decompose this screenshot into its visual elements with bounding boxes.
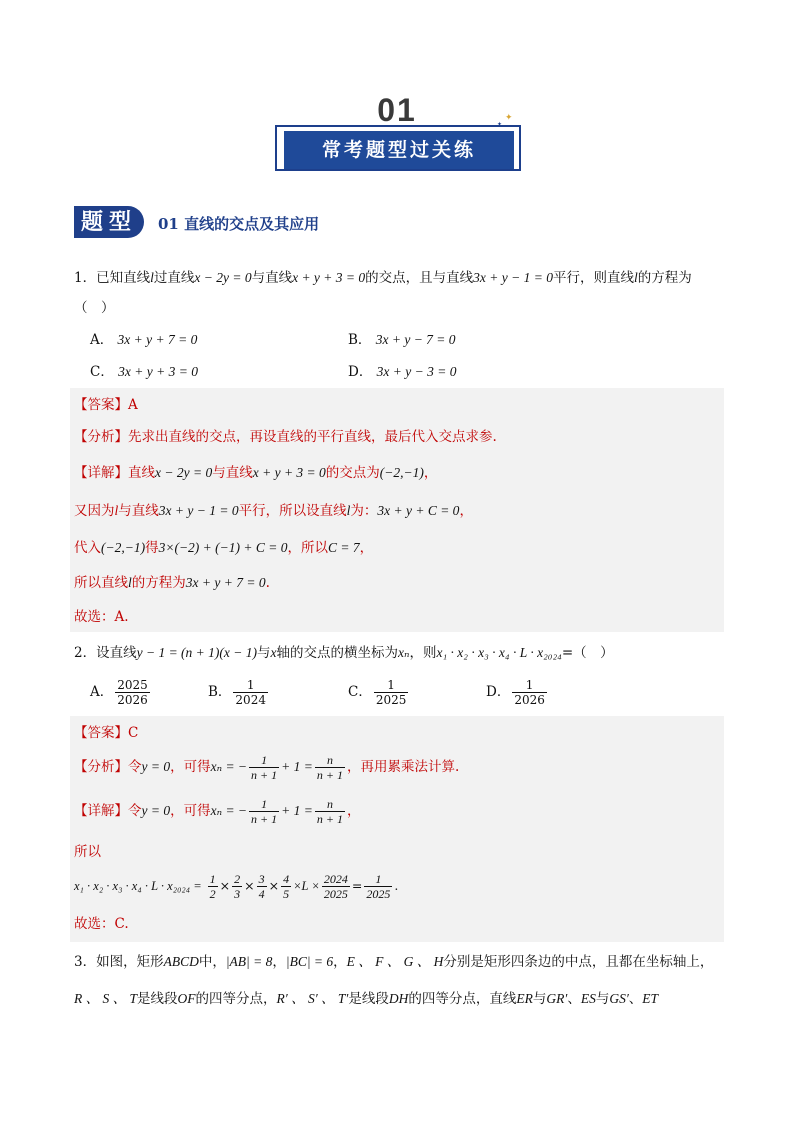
q3-line1: 3．如图，矩形ABCD中，|AB| = 8，|BC| = 6，E 、 F 、 G 、 H分别是矩形四条边的中点，且都在坐标轴上， <box>74 954 714 970</box>
q2-so: 所以 <box>74 844 101 860</box>
q2-choose: 故选：C. <box>74 916 129 932</box>
q2-solution-box <box>70 716 724 942</box>
q1-detail-line2: 又因为l与直线3x + y − 1 = 0平行，所以设直线l为：3x + y + C = 0， <box>74 503 473 519</box>
q2-product: x₁ · x₂ · x₃ · x₄ · L · x₂₀₂₄ = $\frac{1}{2}$ × $\frac{2}{3}$ × $\frac{3}{4}$ × $\frac{4}{5}$ ×L × $\frac{2024}{2025}$ = $\frac{1}{2025}$ . <box>74 872 399 901</box>
q2-option-c: C． $\frac{1}{2025}$ <box>348 678 407 707</box>
question-type-badge: 题型 <box>74 206 144 238</box>
q2-option-d: D． $\frac{1}{2026}$ <box>486 678 545 707</box>
q2-analysis: 【分析】令y = 0，可得xₙ = − $\frac{1}{n + 1}$ + 1 = $\frac{n}{n + 1}$ ，再用累乘法计算. <box>74 753 460 782</box>
q2-stem: 2．设直线y − 1 = (n + 1)(x − 1)与x轴的交点的横坐标为xₙ，则x₁ · x₂ · x₃ · x₄ · L · x₂₀₂₄=（ ） <box>74 645 614 661</box>
q2-option-b: B． $\frac{1}{2024}$ <box>208 678 266 707</box>
q1-detail-line1: 【详解】直线x − 2y = 0与直线x + y + 3 = 0的交点为(−2,−1)， <box>74 465 438 481</box>
q2-detail: 【详解】令y = 0，可得xₙ = − $\frac{1}{n + 1}$ + 1 = $\frac{n}{n + 1}$ ， <box>74 797 361 826</box>
q1-option-d: D． 3x + y − 3 = 0 <box>348 364 457 380</box>
question-type-title: 01 直线的交点及其应用 <box>158 215 320 233</box>
q3-line2: R 、 S 、 T是线段OF的四等分点，R′ 、 S′ 、 T′是线段DH的四等分点，直线ER与GR′、ES与GS′、ET <box>74 991 659 1007</box>
sparkle-small-icon: ✦ <box>497 121 503 128</box>
q1-stem: 1．已知直线l过直线x − 2y = 0与直线x + y + 3 = 0的交点，且与直线3x + y − 1 = 0平行，则直线l的方程为 <box>74 270 692 286</box>
q1-option-c: C． 3x + y + 3 = 0 <box>90 364 198 380</box>
q1-option-a: A． 3x + y + 7 = 0 <box>90 332 198 348</box>
section-number: 01 <box>377 92 417 128</box>
q2-answer: 【答案】C <box>74 725 139 741</box>
q1-analysis: 【分析】先求出直线的交点，再设直线的平行直线，最后代入交点求参. <box>74 429 497 445</box>
q1-detail-line3: 代入(−2,−1)得3×(−2) + (−1) + C = 0，所以C = 7， <box>74 540 374 556</box>
sparkle-icon: ✦ <box>505 113 513 123</box>
q1-answer: 【答案】A <box>74 397 138 413</box>
q1-option-b: B． 3x + y − 7 = 0 <box>348 332 456 348</box>
q1-detail-line4: 所以直线l的方程为3x + y + 7 = 0. <box>74 575 270 591</box>
q1-paren: （ ） <box>74 300 115 316</box>
q1-choose: 故选：A. <box>74 609 129 625</box>
q2-option-a: A． $\frac{2025}{2026}$ <box>90 678 148 707</box>
banner-title: 常考题型过关练 <box>284 131 514 169</box>
